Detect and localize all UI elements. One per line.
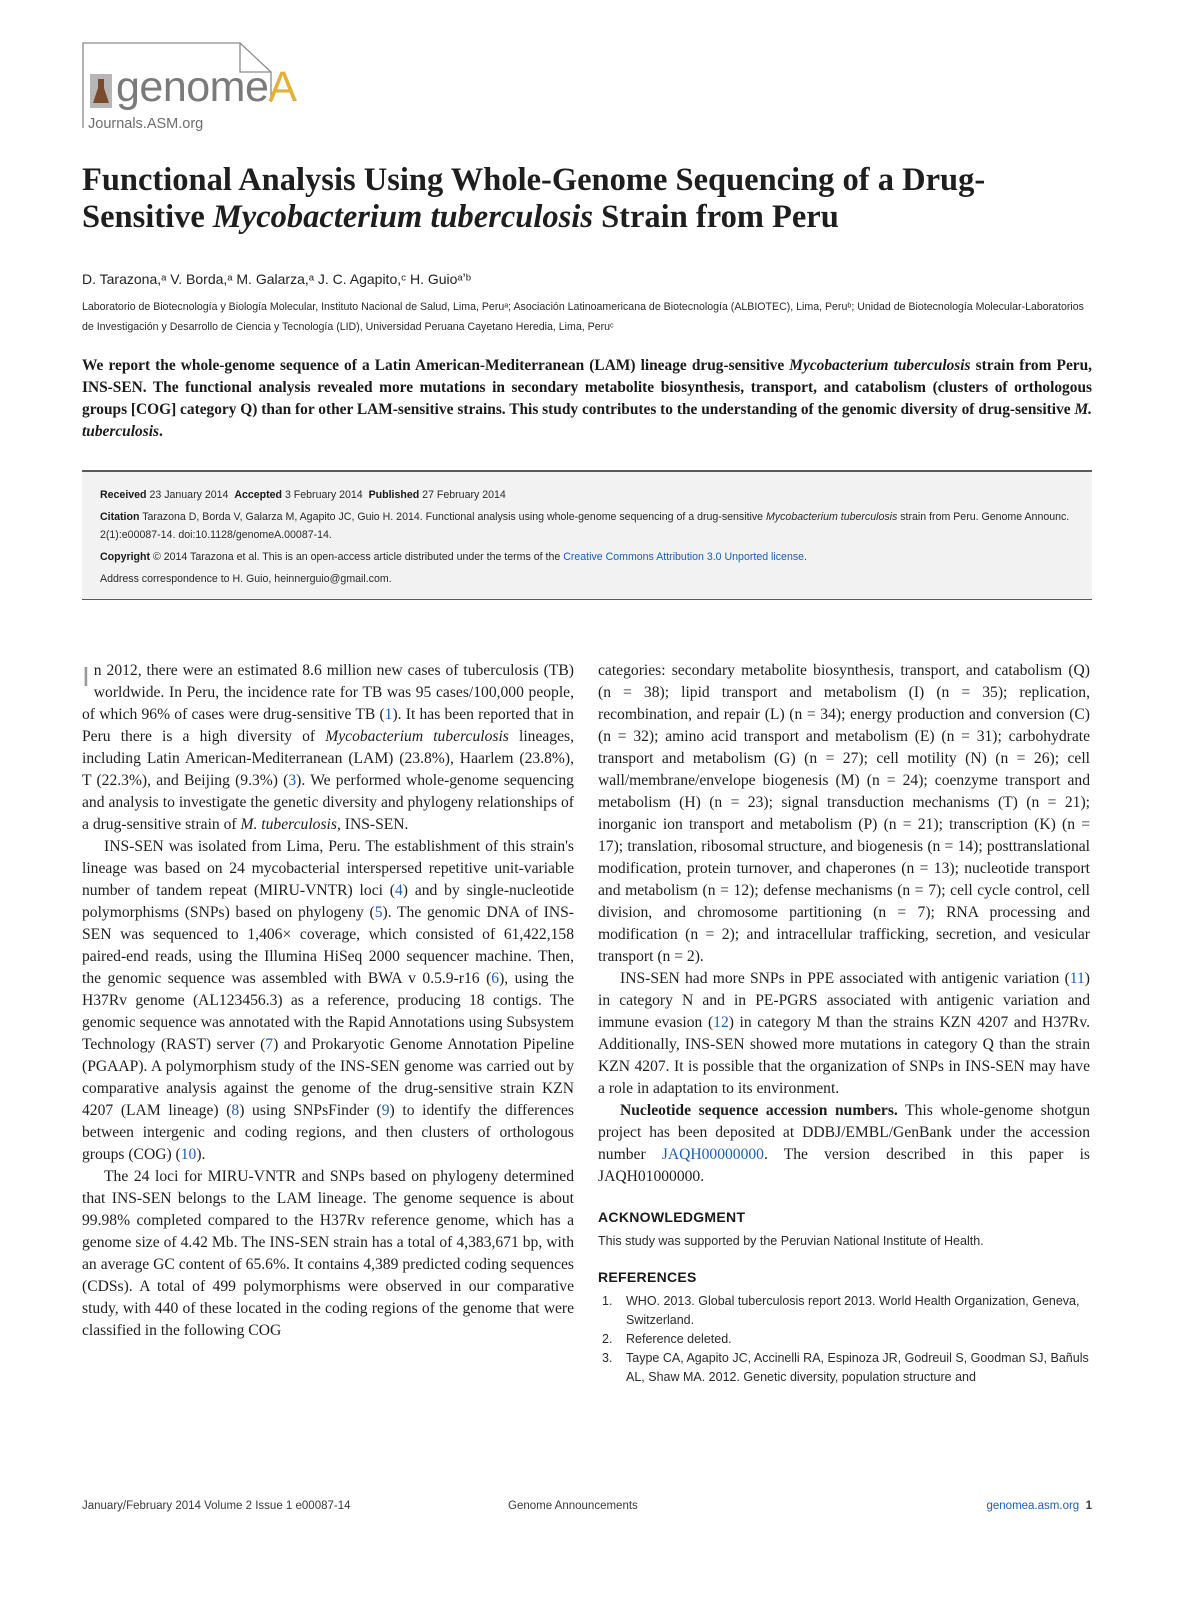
logo-word-accent: A <box>268 63 297 111</box>
accession-link[interactable]: JAQH00000000 <box>661 1146 764 1163</box>
ref-link-7[interactable]: 7 <box>265 1036 274 1053</box>
author-list: D. Tarazona,ᵃ V. Borda,ᵃ M. Galarza,ᵃ J. C. Agapito,ᶜ H. Guioᵃʼᵇ <box>82 271 472 287</box>
ref-link-6[interactable]: 6 <box>491 970 500 987</box>
copyright-row: Copyright © 2014 Tarazona et al. This is an open-access article distributed under the terms of the Creative Commons Attribution 3.0 Unported license. <box>100 551 807 563</box>
reference-item: 3. Taype CA, Agapito JC, Accinelli RA, Espinoza JR, Godreuil S, Goodman SJ, Bañuls AL, Shaw MA. 2012. Genetic diversity, population structure and <box>602 1351 1089 1384</box>
reference-list <box>598 1292 1090 1387</box>
abstract: We report the whole-genome sequence of a Latin American-Mediterranean (LAM) lineage drug-sensitive Mycobacterium tuberculosis strain from Peru, INS-SEN. The functional analysis revealed more mutations in secondary metabolite biosynthesis, transport, and catabolism (clusters of orthologous groups [COG] category Q) than for other LAM-sensitive strains. This study contributes to the understanding of the genomic diversity of drug-sensitive M. tuberculosis. <box>82 357 1093 440</box>
correspondence-row: Address correspondence to H. Guio, heinnerguio@gmail.com. <box>100 573 392 585</box>
article-title: Functional Analysis Using Whole-Genome Sequencing of a Drug-Sensitive Mycobacterium tuberculosis Strain from Peru <box>82 162 986 235</box>
ref-link-10[interactable]: 10 <box>180 1146 197 1163</box>
body-column-left <box>82 660 574 1342</box>
ref-link-1[interactable]: 1 <box>384 706 393 723</box>
ref-link-12[interactable]: 12 <box>713 1014 729 1031</box>
dates-row: Received 23 January 2014 Accepted 3 February 2014 Published 27 February 2014 <box>100 489 506 501</box>
paragraph-2: INS-SEN was isolated from Lima, Peru. The establishment of this strain's lineage was based on 24 mycobacterial interspersed repetitive unit-variable number of tandem repeat (MIRU-VNTR) loci (4) and by single-nucleotide polymorphisms (SNPs) based on phylogeny (5). The genomic DNA of INS-SEN was sequenced to 1,406× coverage, which consisted of 61,422,158 paired-end reads, using the Illumina HiSeq 2000 sequencer machine. Then, the genomic sequence was assembled with BWA v 0.5.9-r16 (6), using the H37Rv genome (AL123456.3) as a reference, producing 18 contigs. The genomic sequence was annotated with the Rapid Annotations using Subsystem Technology (RAST) server (7) and Prokaryotic Genome Annotation Pipeline (PGAAP). A polymorphism study of the INS-SEN genome was carried out by comparative analysis against the genome of the drug-sensitive strain KZN 4207 (LAM lineage) (8) using SNPsFinder (9) to identify the differences between intergenic and coding regions, and then clusters of orthologous groups (COG) (10). <box>82 838 574 1163</box>
ref-link-5[interactable]: 5 <box>374 904 383 921</box>
body-column-right <box>598 660 1090 1387</box>
reference-item: 1. WHO. 2013. Global tuberculosis report 2013. World Health Organization, Geneva, Switzerland. <box>602 1294 1080 1327</box>
affiliations: Laboratorio de Biotecnología y Biología Molecular, Instituto Nacional de Salud, Lima, Peruᵃ; Asociación Latinoamericana de Biotecnología (ALBIOTEC), Lima, Peruᵇ; Unidad de Biotecnología Molecular-Laboratorios de Investigación y Desarrollo de Ciencia y Tecnología (LID), Universidad Peruana Cayetano Heredia, Lima, Peruᶜ <box>82 301 1084 333</box>
ref-link-11[interactable]: 11 <box>1069 970 1085 987</box>
flask-icon <box>90 74 112 108</box>
logo-wordmark <box>116 63 297 111</box>
paragraph-1: In 2012, there were an estimated 8.6 million new cases of tuberculosis (TB) worldwide. In Peru, the incidence rate for TB was 95 cases/100,000 people, of which 96% of cases were drug-sensitive TB (1). It has been reported that in Peru there is a high diversity of Mycobacterium tuberculosis lineages, including Latin American-Mediterranean (LAM) (23.8%), Haarlem (23.8%), T (22.3%), and Beijing (9.3%) (3). We performed whole-genome sequencing and analysis to investigate the genetic diversity and phylogeny relationships of a drug-sensitive strain of M. tuberculosis, INS-SEN. <box>82 661 574 833</box>
accession-heading: Nucleotide sequence accession numbers. <box>620 1102 898 1119</box>
logo-subtitle: Journals.ASM.org <box>88 116 204 132</box>
page-number: 1 <box>1085 1500 1092 1512</box>
page-footer <box>82 1496 1092 1516</box>
ref-link-9[interactable]: 9 <box>381 1102 390 1119</box>
article-metadata-box <box>82 470 1092 600</box>
drop-cap: I <box>82 661 90 692</box>
license-link[interactable]: Creative Commons Attribution 3.0 Unported license <box>563 551 805 563</box>
paragraph-3: The 24 loci for MIRU-VNTR and SNPs based on phylogeny determined that INS-SEN belongs to the LAM lineage. The genome sequence is about 99.98% completed compared to the H37Rv reference genome, which has a genome size of 4.42 Mb. The INS-SEN strain has a total of 4,383,671 bp, with an average GC content of 65.6%. It contains 4,389 predicted coding sequences (CDSs). A total of 499 polymorphisms were observed in our comparative study, with 440 of these located in the coding regions of the genome that were classified in the following COG <box>82 1168 574 1339</box>
ref-link-4[interactable]: 4 <box>394 882 403 899</box>
reference-item: 2. Reference deleted. <box>602 1332 732 1346</box>
logo-word-main: genome <box>116 63 269 111</box>
ref-link-3[interactable]: 3 <box>288 772 297 789</box>
acknowledgment-text: This study was supported by the Peruvian National Institute of Health. <box>598 1234 984 1248</box>
paragraph-snps: INS-SEN had more SNPs in PPE associated with antigenic variation (11) in category N and in PE-PGRS associated with antigenic variation and immune evasion (12) in category M than the strains KZN 4207 and H37Rv. Additionally, INS-SEN showed more mutations in category Q than the strain KZN 4207. It is possible that the organization of SNPs in INS-SEN may have a role in adaptation to its environment. <box>598 970 1090 1097</box>
footer-issue-info: January/February 2014 Volume 2 Issue 1 e00087-14 <box>82 1500 351 1512</box>
citation-row: Citation Tarazona D, Borda V, Galarza M, Agapito JC, Guio H. 2014. Functional analysis using whole-genome sequencing of a drug-sensitive Mycobacterium tuberculosis strain from Peru. Genome Announc. 2(1):e00087-14. doi:10.1128/genomeA.00087-14. <box>100 511 1070 541</box>
references-heading: REFERENCES <box>598 1269 697 1285</box>
ref-link-8[interactable]: 8 <box>231 1102 240 1119</box>
paragraph-cog-categories: categories: secondary metabolite biosynthesis, transport, and catabolism (Q) (n = 38); lipid transport and metabolism (I) (n = 35); replication, recombination, and repair (L) (n = 34); energy production and conversion (C) (n = 32); amino acid transport and metabolism (E) (n = 31); carbohydrate transport and metabolism (G) (n = 27); cell motility (N) (n = 26); cell wall/membrane/envelope biogenesis (M) (n = 24); coenzyme transport and metabolism (H) (n = 23); signal transduction mechanisms (T) (n = 21); inorganic ion transport and metabolism (P) (n = 21); transcription (K) (n = 17); translation, ribosomal structure, and biogenesis (n = 14); posttranslational modification, protein turnover, and chaperones (n = 13); nucleotide transport and metabolism (n = 12); defense mechanisms (n = 7); cell cycle control, cell division, and chromosome partitioning (n = 7); RNA processing and modification (n = 2); and intracellular trafficking, secretion, and vesicular transport (n = 2). <box>598 662 1090 965</box>
paragraph-accession: Nucleotide sequence accession numbers. This whole-genome shotgun project has been deposited at DDBJ/EMBL/GenBank under the accession number JAQH00000000. The version described in this paper is JAQH01000000. <box>598 1102 1090 1185</box>
acknowledgment-heading: ACKNOWLEDGMENT <box>598 1209 746 1225</box>
journal-site-link[interactable]: genomea.asm.org <box>986 1500 1080 1512</box>
footer-right <box>987 1496 1093 1516</box>
footer-journal-name: Genome Announcements <box>508 1500 638 1512</box>
